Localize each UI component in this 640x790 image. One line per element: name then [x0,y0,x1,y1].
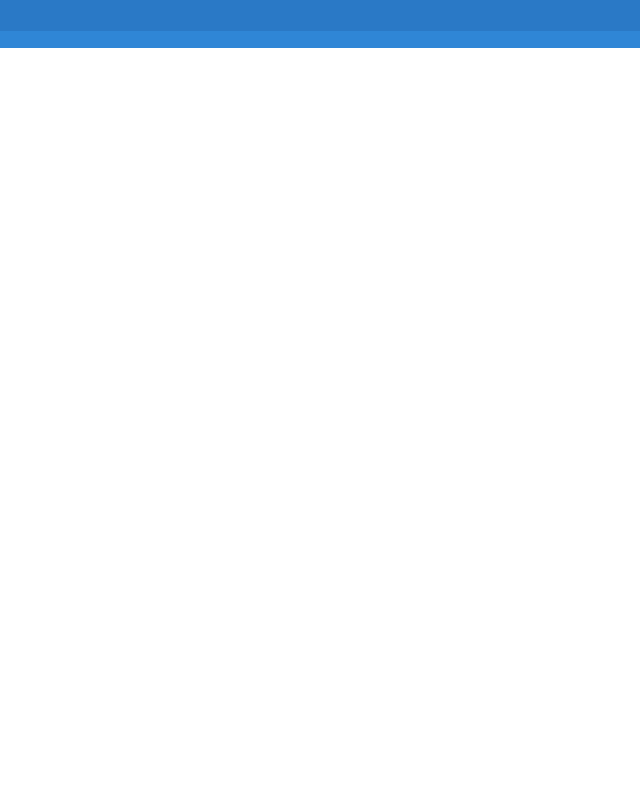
page-title [0,0,640,31]
table-header [0,31,640,48]
